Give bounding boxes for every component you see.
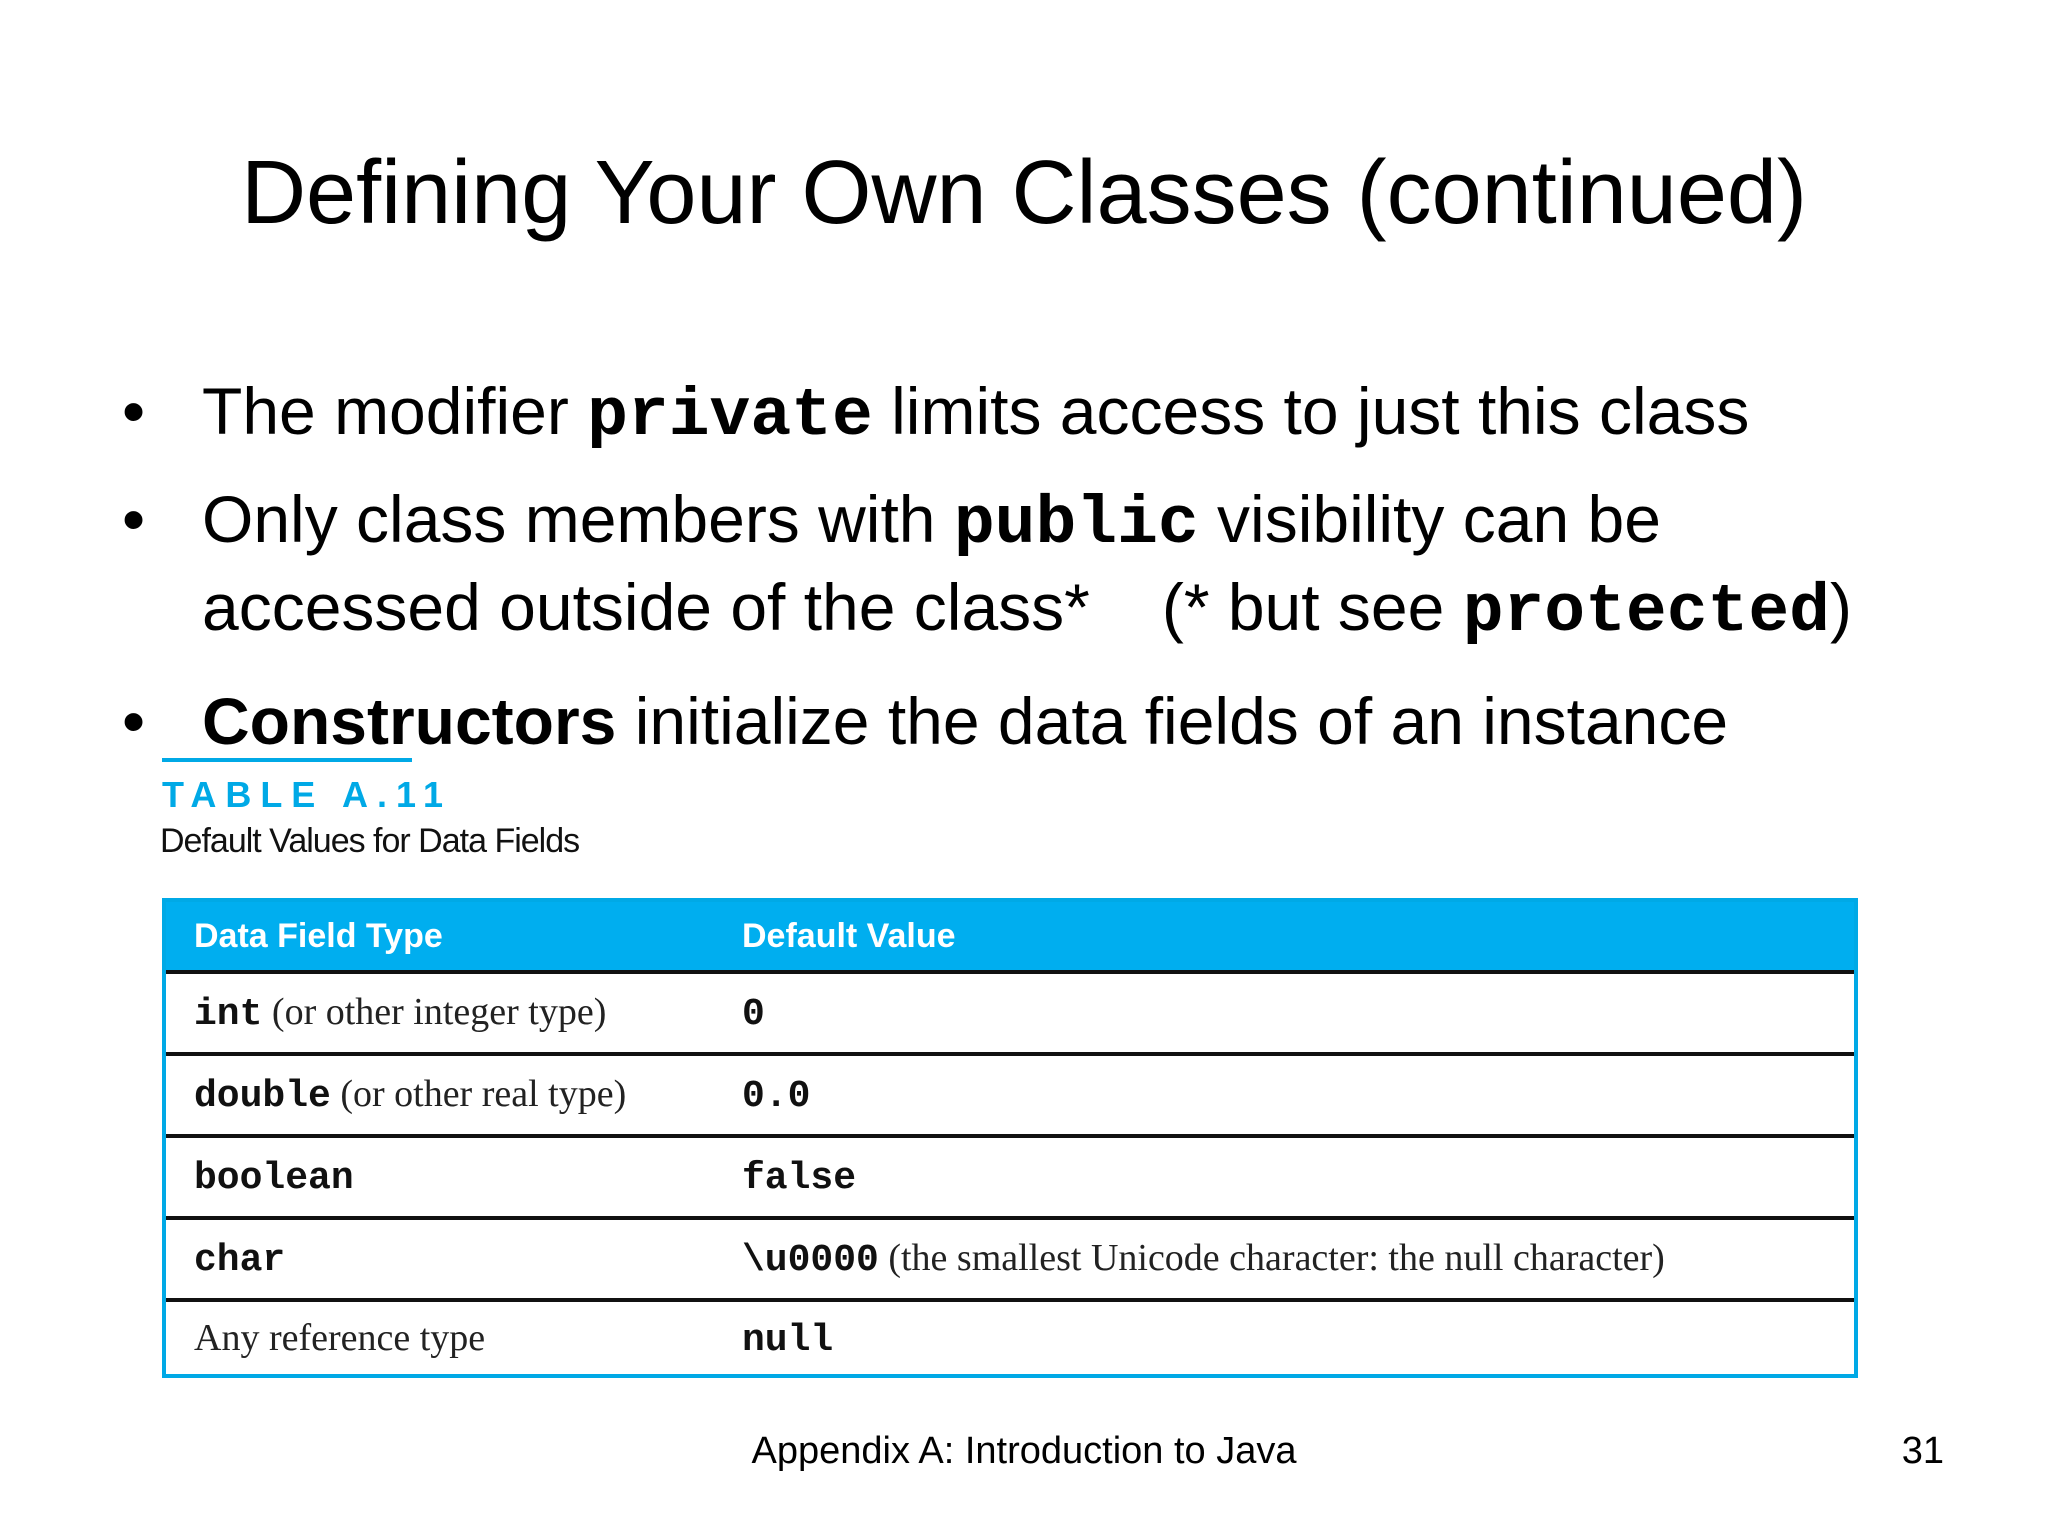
bullet-icon: •	[122, 684, 146, 758]
table-row	[166, 1298, 1854, 1376]
cell-type: int (or other integer type)	[194, 991, 607, 1036]
bullet-note: (* but see	[1161, 570, 1463, 644]
column-header-type: Data Field Type	[194, 916, 443, 955]
cell-value: \u0000 (the smallest Unicode character: the null character)	[742, 1237, 1665, 1282]
table-label: TABLE A.11	[162, 774, 453, 815]
bullet-item-public	[122, 478, 2002, 654]
table-row	[166, 1134, 1854, 1216]
cell-type: char	[194, 1239, 286, 1282]
cell-value: null	[742, 1319, 834, 1362]
table-row	[166, 970, 1854, 1052]
bullet-icon: •	[122, 374, 146, 448]
code-keyword-private: private	[587, 378, 873, 455]
bullet-bold-term: Constructors	[202, 684, 617, 758]
bullet-icon: •	[122, 482, 146, 556]
table-caption: Default Values for Data Fields	[160, 822, 580, 860]
cell-type: double (or other real type)	[194, 1073, 627, 1118]
bullet-text: Only class members with	[202, 482, 954, 556]
table-row	[166, 1216, 1854, 1298]
table-row	[166, 1052, 1854, 1134]
table-header-row	[166, 902, 1854, 970]
slide-footer: Appendix A: Introduction to Java	[751, 1430, 1297, 1472]
bullet-text: limits access to just this class	[872, 374, 1750, 448]
bullet-note: )	[1829, 570, 1852, 644]
code-keyword-protected: protected	[1462, 574, 1830, 651]
cell-type: Any reference type	[194, 1317, 486, 1359]
page-number: 31	[1901, 1430, 1944, 1472]
bullet-text: accessed outside of the class*	[202, 570, 1090, 644]
code-keyword-public: public	[953, 486, 1199, 563]
bullet-text: visibility can be	[1198, 482, 1661, 556]
cell-value: 0	[742, 993, 765, 1036]
bullet-item-constructors	[122, 680, 2002, 762]
bullet-item-private	[122, 370, 2002, 458]
column-header-value: Default Value	[742, 916, 956, 955]
bullet-text: The modifier	[202, 374, 588, 448]
bullet-text: initialize the data fields of an instance	[616, 684, 1729, 758]
cell-value: false	[742, 1157, 857, 1200]
default-values-table	[162, 898, 1858, 1378]
table-label-rule	[162, 758, 412, 762]
cell-type: boolean	[194, 1157, 354, 1200]
cell-value: 0.0	[742, 1075, 811, 1118]
slide-title: Defining Your Own Classes (continued)	[241, 143, 1807, 243]
bullet-list	[122, 370, 2002, 782]
